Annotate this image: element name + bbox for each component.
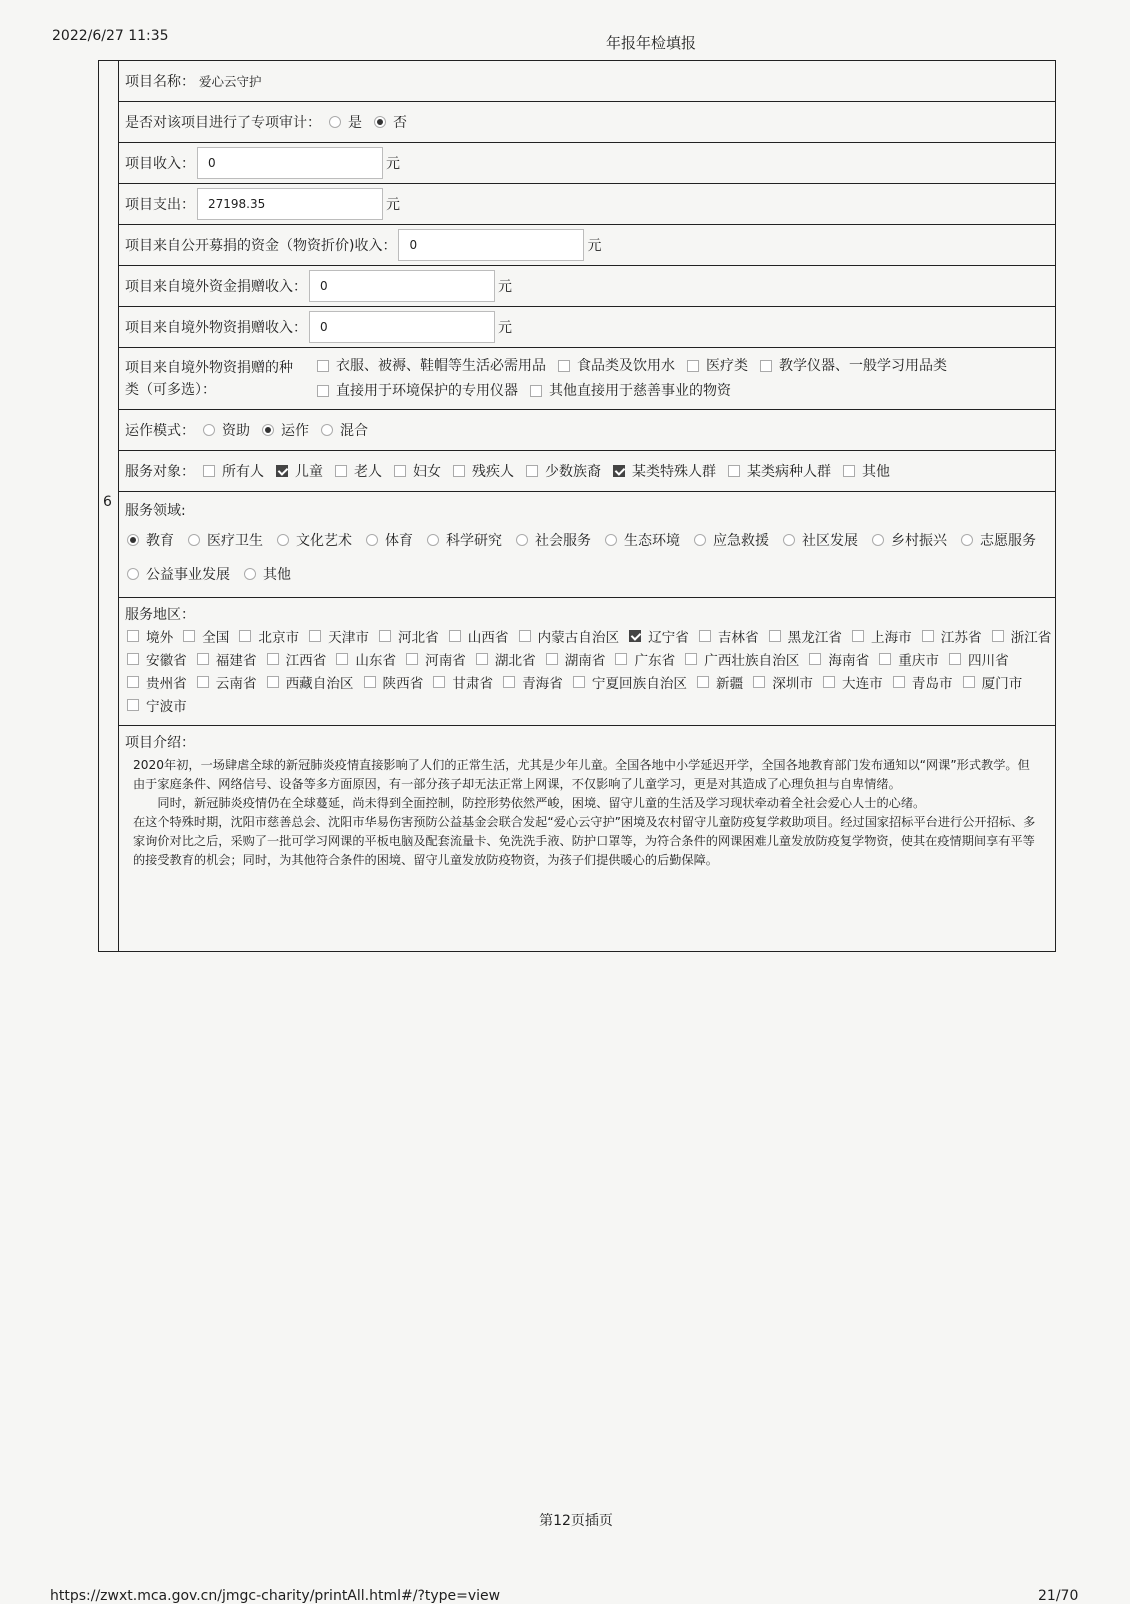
- checkbox-icon[interactable]: [526, 465, 538, 477]
- region-option[interactable]: 福建省: [189, 649, 257, 669]
- region-option[interactable]: 海南省: [801, 649, 869, 669]
- expense-label: 项目支出：: [125, 197, 195, 213]
- checkbox-icon[interactable]: [615, 653, 627, 665]
- radio-icon[interactable]: [277, 534, 289, 546]
- foreign-fund-input[interactable]: 0: [309, 270, 495, 302]
- public-fund-label: 项目来自公开募捐的资金（物资折价)收入：: [125, 238, 397, 254]
- region-option[interactable]: 贵州省: [119, 672, 187, 692]
- foreign-fund-row: [119, 266, 1055, 307]
- checkbox-checked-icon[interactable]: [613, 465, 625, 477]
- radio-icon[interactable]: [783, 534, 795, 546]
- foreign-goods-unit: 元: [498, 320, 512, 336]
- intro-label: 项目介绍：: [125, 735, 195, 751]
- radio-icon[interactable]: [244, 568, 256, 580]
- region-option[interactable]: 黑龙江省: [761, 626, 842, 646]
- region-option[interactable]: 江苏省: [914, 626, 982, 646]
- expense-input[interactable]: 27198.35: [197, 188, 383, 220]
- checkbox-icon[interactable]: [239, 630, 251, 642]
- checkbox-icon[interactable]: [823, 676, 835, 688]
- audit-label: 是否对该项目进行了专项审计：: [125, 115, 321, 131]
- region-option[interactable]: 宁夏回族自治区: [565, 672, 687, 692]
- checkbox-icon[interactable]: [879, 653, 891, 665]
- radio-icon[interactable]: [188, 534, 200, 546]
- field-option[interactable]: 科学研究: [419, 530, 502, 550]
- field-option[interactable]: 社区发展: [775, 530, 858, 550]
- radio-icon[interactable]: [427, 534, 439, 546]
- target-option[interactable]: 少数族裔: [518, 461, 601, 481]
- target-option[interactable]: 残疾人: [445, 461, 514, 481]
- income-unit: 元: [386, 156, 400, 172]
- page-number-label: 第12页插页: [539, 1513, 613, 1529]
- intro-paragraph: 同时，新冠肺炎疫情仍在全球蔓延，尚未得到全面控制，防控形势依然严峻，困境、留守儿童的生活及学习现状牵动着全社会爱心人士的心绪。: [157, 796, 926, 810]
- field-option[interactable]: 应急救援: [686, 530, 769, 550]
- checkbox-icon[interactable]: [476, 653, 488, 665]
- goods-type-option[interactable]: 衣服、被褥、鞋帽等生活必需用品: [309, 356, 546, 376]
- goods-types-options: [309, 356, 1055, 401]
- region-option[interactable]: 青岛市: [885, 672, 953, 692]
- region-option[interactable]: 全国: [175, 626, 229, 646]
- target-option[interactable]: 儿童: [268, 461, 323, 481]
- checkbox-icon[interactable]: [503, 676, 515, 688]
- income-label: 项目收入：: [125, 156, 195, 172]
- field-option[interactable]: 医疗卫生: [180, 530, 263, 550]
- checkbox-icon[interactable]: [394, 465, 406, 477]
- field-option[interactable]: 其他: [236, 564, 291, 584]
- public-fund-row: [119, 225, 1055, 266]
- target-option[interactable]: 所有人: [195, 461, 264, 481]
- public-fund-unit: 元: [587, 238, 602, 254]
- income-row: [119, 143, 1055, 184]
- checkbox-icon[interactable]: [760, 360, 772, 372]
- region-option[interactable]: 境外: [119, 626, 173, 646]
- radio-icon[interactable]: [516, 534, 528, 546]
- region-option[interactable]: 内蒙古自治区: [511, 626, 620, 646]
- field-option[interactable]: 教育: [119, 530, 174, 550]
- region-option[interactable]: 厦门市: [955, 672, 1023, 692]
- checkbox-icon[interactable]: [309, 630, 321, 642]
- foreign-goods-row: [119, 307, 1055, 348]
- region-option[interactable]: 山东省: [328, 649, 396, 669]
- checkbox-icon[interactable]: [852, 630, 864, 642]
- target-option[interactable]: 老人: [327, 461, 382, 481]
- targets-row: [119, 451, 1055, 492]
- page-header-title: 年报年检填报: [605, 34, 696, 52]
- region-option[interactable]: 上海市: [844, 626, 912, 646]
- region-option[interactable]: 青海省: [495, 672, 563, 692]
- checkbox-icon[interactable]: [406, 653, 418, 665]
- row-index: 6: [103, 494, 112, 510]
- field-option[interactable]: 文化艺术: [269, 530, 352, 550]
- goods-types-label: 项目来自境外物资捐赠的种 类（可多选）：: [125, 359, 293, 398]
- goods-type-option[interactable]: 其他直接用于慈善事业的物资: [522, 381, 731, 401]
- expense-unit: 元: [386, 197, 400, 213]
- checkbox-icon[interactable]: [697, 676, 709, 688]
- checkbox-icon[interactable]: [519, 630, 531, 642]
- checkbox-icon[interactable]: [753, 676, 765, 688]
- targets-label: 服务对象：: [125, 464, 195, 480]
- radio-icon[interactable]: [366, 534, 378, 546]
- region-option[interactable]: 辽宁省: [621, 626, 689, 646]
- checkbox-icon[interactable]: [197, 676, 209, 688]
- checkbox-icon[interactable]: [127, 699, 139, 711]
- fields-options: [119, 530, 1055, 584]
- target-option[interactable]: 某类特殊人群: [605, 461, 716, 481]
- checkbox-icon[interactable]: [267, 676, 279, 688]
- intro-paragraph: 在这个特殊时期，沈阳市慈善总会、沈阳市华易伤害预防公益基金会联合发起“爱心云守护”困境及农村留守儿童防疫复学救助项目。经过国家招标平台进行公开招标、多家询价对比之后，采购了一批可学习网课的平板电脑及配套流量卡、免洗洗手液、防护口罩等，为符合条件的网课困难儿童发放防疫复学物资，使其在疫情期间享有平等的接受教育的机会；同时，为其他符合条件的困境、留守儿童发放防疫物资，为孩子们提供暖心的后勤保障。: [133, 815, 1036, 867]
- checkbox-icon[interactable]: [573, 676, 585, 688]
- checkbox-icon[interactable]: [336, 653, 348, 665]
- checkbox-icon[interactable]: [769, 630, 781, 642]
- checkbox-checked-icon[interactable]: [276, 465, 288, 477]
- radio-icon[interactable]: [872, 534, 884, 546]
- field-option[interactable]: 志愿服务: [953, 530, 1036, 550]
- expense-row: [119, 184, 1055, 225]
- audit-option-yes[interactable]: 是: [321, 112, 362, 132]
- checkbox-icon[interactable]: [530, 385, 542, 397]
- checkbox-icon[interactable]: [453, 465, 465, 477]
- checkbox-icon[interactable]: [203, 465, 215, 477]
- region-option[interactable]: 江西省: [259, 649, 327, 669]
- checkbox-icon[interactable]: [183, 630, 195, 642]
- checkbox-icon[interactable]: [433, 676, 445, 688]
- checkbox-icon[interactable]: [127, 630, 139, 642]
- foreign-fund-unit: 元: [498, 279, 512, 295]
- region-option[interactable]: 广东省: [607, 649, 675, 669]
- region-option[interactable]: 山西省: [441, 626, 509, 646]
- regions-label: 服务地区：: [125, 607, 195, 623]
- fields-label: 服务领域:: [125, 503, 186, 519]
- checkbox-icon[interactable]: [922, 630, 934, 642]
- region-option[interactable]: 广西壮族自治区: [677, 649, 799, 669]
- radio-selected-icon[interactable]: [127, 534, 139, 546]
- checkbox-icon[interactable]: [992, 630, 1004, 642]
- target-option[interactable]: 妇女: [386, 461, 441, 481]
- field-option[interactable]: 体育: [358, 530, 413, 550]
- project-name-row: [119, 61, 1055, 102]
- region-option[interactable]: 湖南省: [538, 649, 606, 669]
- income-input[interactable]: 0: [197, 147, 383, 179]
- radio-icon[interactable]: [605, 534, 617, 546]
- checkbox-icon[interactable]: [893, 676, 905, 688]
- radio-selected-icon[interactable]: [262, 424, 274, 436]
- project-form: [98, 60, 1056, 952]
- region-option[interactable]: 深圳市: [745, 672, 813, 692]
- radio-icon[interactable]: [961, 534, 973, 546]
- checkbox-icon[interactable]: [335, 465, 347, 477]
- field-option[interactable]: 社会服务: [508, 530, 591, 550]
- intro-text: [125, 752, 1055, 870]
- operation-option[interactable]: 资助: [195, 420, 250, 440]
- checkbox-icon[interactable]: [127, 676, 139, 688]
- region-option[interactable]: 吉林省: [691, 626, 759, 646]
- region-option[interactable]: 天津市: [301, 626, 369, 646]
- checkbox-icon[interactable]: [843, 465, 855, 477]
- region-option[interactable]: 宁波市: [119, 695, 187, 715]
- goods-types-row: [119, 348, 1055, 410]
- project-name-value: 爱心云守护: [199, 74, 262, 89]
- operation-option[interactable]: 混合: [313, 420, 368, 440]
- operation-row: [119, 410, 1055, 451]
- operation-label: 运作模式：: [125, 423, 195, 439]
- region-option[interactable]: 安徽省: [119, 649, 187, 669]
- intro-paragraph: 2020年初，一场肆虐全球的新冠肺炎疫情直接影响了人们的正常生活，尤其是少年儿童。全国各地中小学延迟开学，全国各地教育部门发布通知以“网课”形式教学。但由于家庭条件、网络信号、设备等多方面原因，有一部分孩子却无法正常上网课，不仅影响了儿童学习，更是对其造成了心理负担与自卑情绪。: [133, 758, 1030, 791]
- goods-type-option[interactable]: 医疗类: [679, 356, 748, 376]
- checkbox-icon[interactable]: [809, 653, 821, 665]
- checkbox-icon[interactable]: [317, 360, 329, 372]
- checkbox-icon[interactable]: [546, 653, 558, 665]
- goods-type-option[interactable]: 教学仪器、一般学习用品类: [752, 356, 947, 376]
- goods-type-option[interactable]: 直接用于环境保护的专用仪器: [309, 381, 518, 401]
- region-option[interactable]: 河北省: [371, 626, 439, 646]
- checkbox-icon[interactable]: [379, 630, 391, 642]
- foreign-goods-input[interactable]: 0: [309, 311, 495, 343]
- foreign-fund-label: 项目来自境外资金捐赠收入：: [125, 279, 307, 295]
- radio-selected-icon[interactable]: [374, 116, 386, 128]
- regions-row: [119, 598, 1055, 726]
- checkbox-icon[interactable]: [267, 653, 279, 665]
- operation-option[interactable]: 运作: [254, 420, 309, 440]
- target-option[interactable]: 其他: [835, 461, 890, 481]
- region-option[interactable]: 四川省: [941, 649, 1009, 669]
- checkbox-icon[interactable]: [317, 385, 329, 397]
- region-option[interactable]: 云南省: [189, 672, 257, 692]
- region-option[interactable]: 甘肃省: [425, 672, 493, 692]
- radio-icon[interactable]: [127, 568, 139, 580]
- radio-icon[interactable]: [321, 424, 333, 436]
- region-option[interactable]: 西藏自治区: [259, 672, 354, 692]
- checkbox-icon[interactable]: [728, 465, 740, 477]
- row-index-column: [99, 61, 119, 951]
- region-option[interactable]: 河南省: [398, 649, 466, 669]
- checkbox-checked-icon[interactable]: [629, 630, 641, 642]
- foreign-goods-label: 项目来自境外物资捐赠收入：: [125, 320, 307, 336]
- checkbox-icon[interactable]: [687, 360, 699, 372]
- print-datetime: 2022/6/27 11:35: [52, 28, 169, 44]
- checkbox-icon[interactable]: [197, 653, 209, 665]
- checkbox-icon[interactable]: [449, 630, 461, 642]
- region-option[interactable]: 大连市: [815, 672, 883, 692]
- region-option[interactable]: 浙江省: [984, 626, 1052, 646]
- field-option[interactable]: 公益事业发展: [119, 564, 230, 584]
- goods-type-option[interactable]: 食品类及饮用水: [550, 356, 675, 376]
- radio-icon[interactable]: [329, 116, 341, 128]
- checkbox-icon[interactable]: [558, 360, 570, 372]
- region-option[interactable]: 重庆市: [871, 649, 939, 669]
- region-option[interactable]: 湖北省: [468, 649, 536, 669]
- checkbox-icon[interactable]: [127, 653, 139, 665]
- region-option[interactable]: 北京市: [231, 626, 299, 646]
- fields-row: [119, 492, 1055, 598]
- project-name-label: 项目名称：: [125, 74, 195, 90]
- checkbox-icon[interactable]: [685, 653, 697, 665]
- region-option[interactable]: 新疆: [689, 672, 743, 692]
- intro-row: [119, 726, 1055, 951]
- target-option[interactable]: 某类病种人群: [720, 461, 831, 481]
- radio-icon[interactable]: [694, 534, 706, 546]
- public-fund-input[interactable]: 0: [398, 229, 584, 261]
- footer-url: https://zwxt.mca.gov.cn/jmgc-charity/printAll.html#/?type=view: [50, 1588, 501, 1604]
- checkbox-icon[interactable]: [699, 630, 711, 642]
- checkbox-icon[interactable]: [963, 676, 975, 688]
- field-option[interactable]: 乡村振兴: [864, 530, 947, 550]
- checkbox-icon[interactable]: [364, 676, 376, 688]
- region-option[interactable]: 陕西省: [356, 672, 424, 692]
- radio-icon[interactable]: [203, 424, 215, 436]
- field-option[interactable]: 生态环境: [597, 530, 680, 550]
- regions-options: [119, 626, 1055, 715]
- checkbox-icon[interactable]: [949, 653, 961, 665]
- audit-row: [119, 102, 1055, 143]
- audit-option-no[interactable]: 否: [366, 112, 407, 132]
- footer-page-count: 21/70: [1038, 1588, 1079, 1604]
